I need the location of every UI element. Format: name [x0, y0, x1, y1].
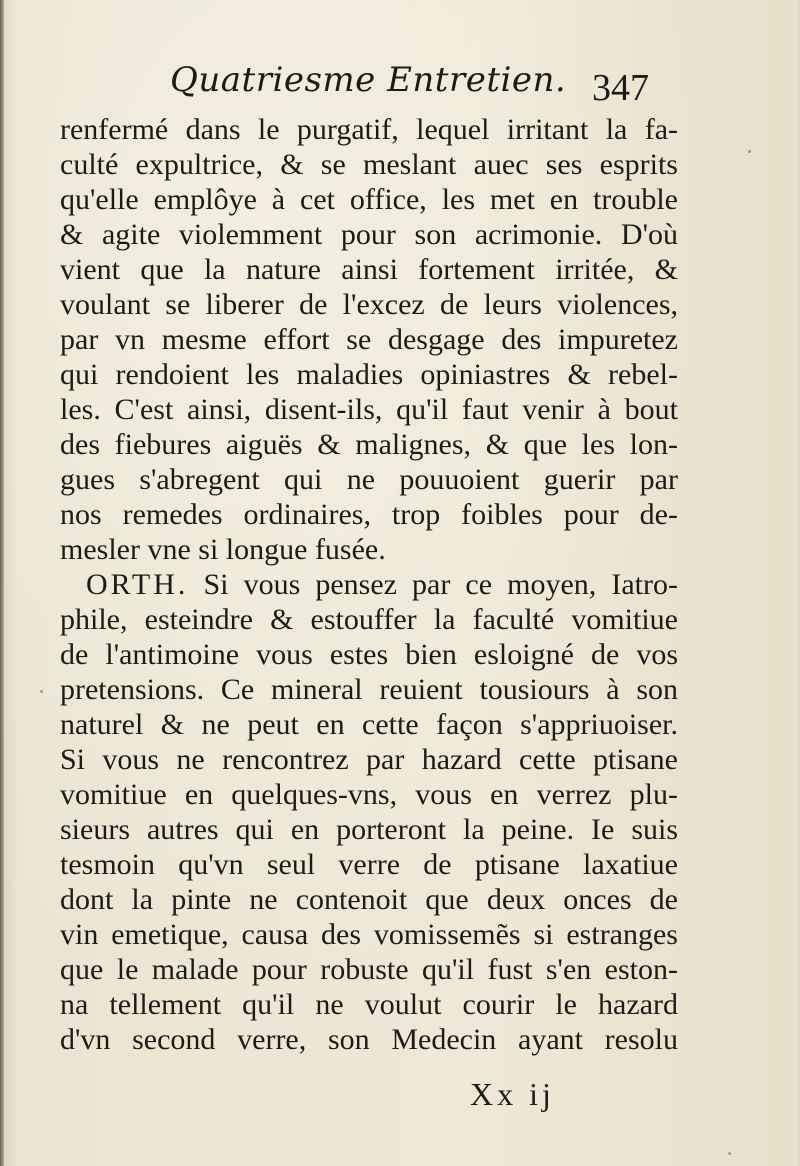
text-line: par vn mesme effort se desgage des impuretez: [60, 323, 678, 356]
text-line: nos remedes ordinaires, trop foibles pour de-: [60, 498, 678, 531]
text-line: vin emetique, causa des vomissemẽs si estranges: [60, 918, 678, 951]
paper-speck: [728, 1152, 731, 1155]
text-line: na tellement qu'il ne voulut courir le hazard: [60, 988, 678, 1021]
page-header: [60, 58, 680, 118]
text-line: tesmoin qu'vn seul verre de ptisane laxatiue: [60, 848, 678, 881]
text-line: pretensions. Ce mineral reuient tousiours à son: [60, 673, 678, 706]
text-line: gues s'abregent qui ne pouuoient guerir par: [60, 463, 678, 496]
binding-edge: [0, 0, 4, 1166]
text-line: voulant se liberer de l'excez de leurs violences,: [60, 288, 678, 321]
signature-mark: Xx ij: [470, 1076, 555, 1112]
page-number: 347: [592, 67, 649, 109]
text-line: qui rendoient les maladies opiniastres & rebel-: [60, 358, 678, 391]
text-line: renfermé dans le purgatif, lequel irritant la fa-: [60, 113, 678, 146]
text-line: culté expultrice, & se meslant auec ses esprits: [60, 148, 678, 181]
text-line: naturel & ne peut en cette façon s'appriuoiser.: [60, 708, 678, 741]
text-line: Si vous ne rencontrez par hazard cette ptisane: [60, 743, 678, 776]
text-line: d'vn second verre, son Medecin ayant resolu: [60, 1023, 678, 1056]
page-footer: [470, 1076, 555, 1120]
text-line: les. C'est ainsi, disent-ils, qu'il faut venir à bout: [60, 393, 678, 426]
paper-speck: [748, 150, 751, 153]
speaker-label: ORTH.: [86, 568, 189, 601]
page-edge: [794, 0, 800, 1166]
body-text: [60, 112, 678, 1057]
text-line: que le malade pour robuste qu'il fust s'en eston-: [60, 953, 678, 986]
running-title: Quatriesme Entretien.: [170, 60, 567, 100]
speaker-line: [60, 567, 678, 602]
text-line: sieurs autres qui en porteront la peine. Ie suis: [60, 813, 678, 846]
text-line: de l'antimoine vous estes bien esloigné de vos: [60, 638, 678, 671]
text-line: vient que la nature ainsi fortement irritée, &: [60, 253, 678, 286]
text-line: & agite violemment pour son acrimonie. D'où: [60, 218, 678, 251]
speaker-line-text: Si vous pensez par ce moyen, Iatro-: [203, 568, 679, 601]
text-line: des fiebures aiguës & malignes, & que les lon-: [60, 428, 678, 461]
text-line: mesler vne si longue fusée.: [60, 533, 386, 566]
paper-speck: [40, 690, 43, 693]
text-line: vomitiue en quelques-vns, vous en verrez plu-: [60, 778, 678, 811]
text-line: phile, esteindre & estouffer la faculté vomitiue: [60, 603, 678, 636]
text-line: dont la pinte ne contenoit que deux onces de: [60, 883, 678, 916]
text-line: qu'elle emplôye à cet office, les met en trouble: [60, 183, 678, 216]
